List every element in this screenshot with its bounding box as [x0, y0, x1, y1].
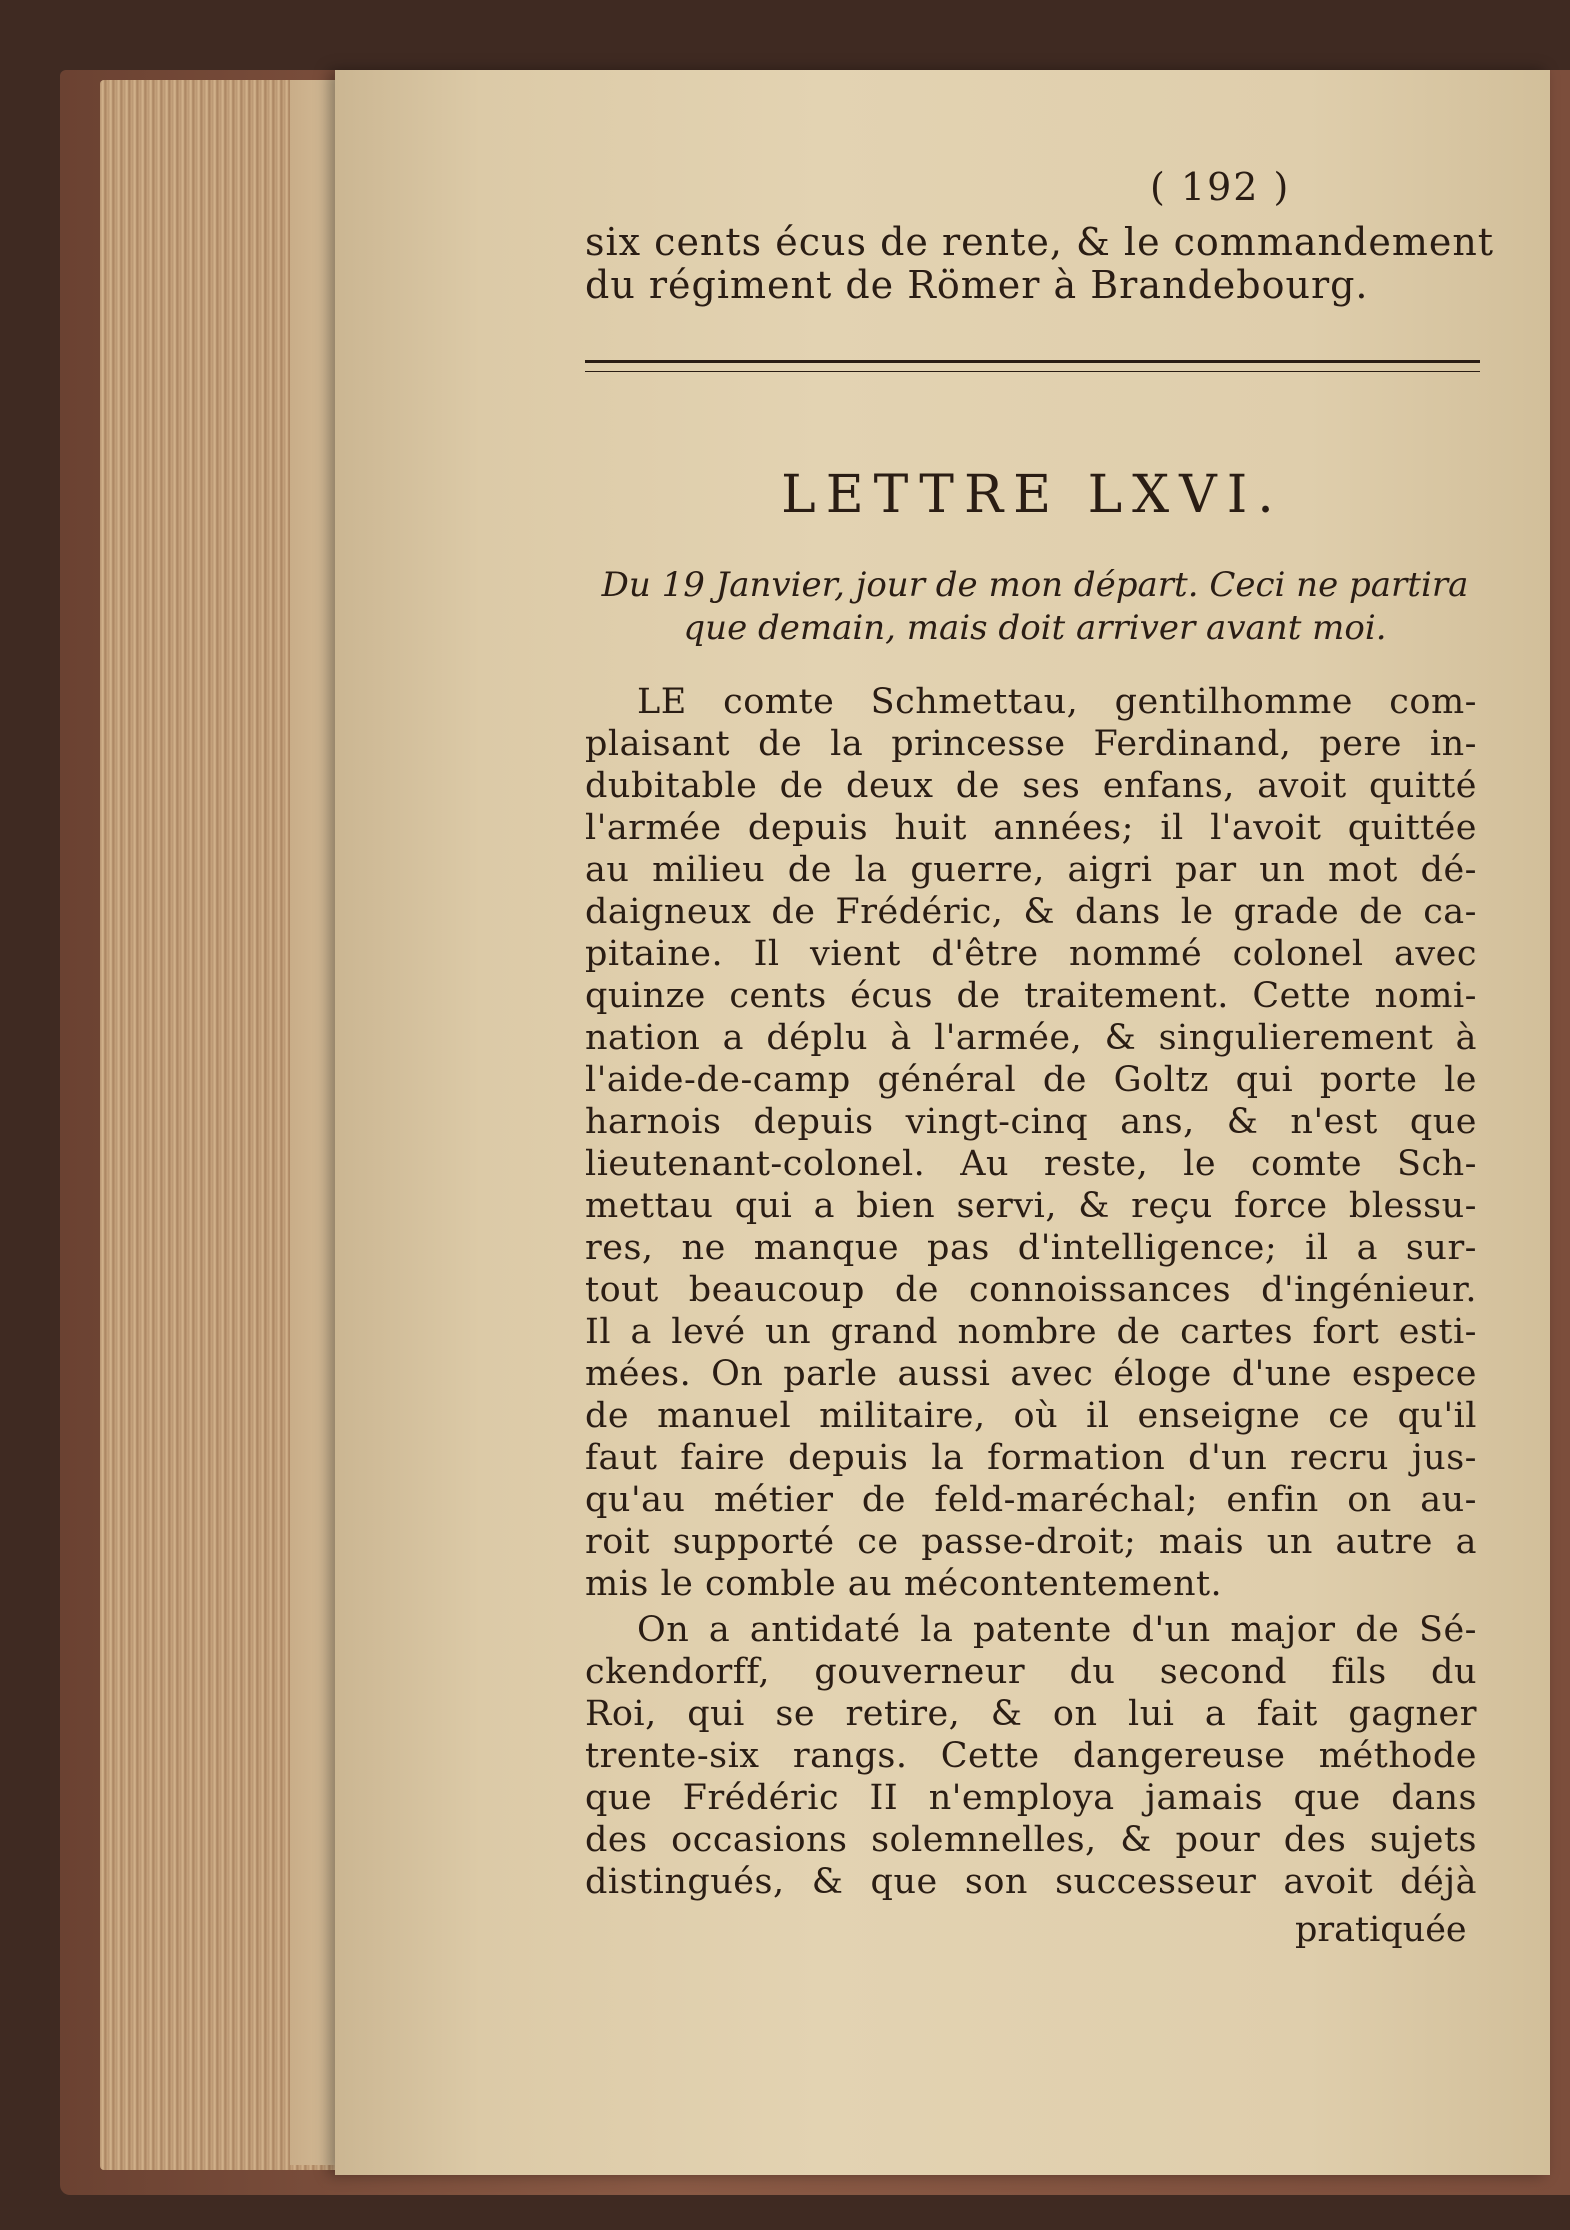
text-line: lieutenant-colonel. Au reste, le comte Sch-: [585, 1144, 1477, 1184]
text-line: res, ne manque pas d'intelligence; il a sur-: [585, 1228, 1477, 1268]
text-line: ckendorff, gouverneur du second fils du: [585, 1652, 1477, 1692]
text-line: faut faire depuis la formation d'un recru jus-: [585, 1438, 1477, 1478]
text-line: nation a déplu à l'armée, & singulierement à: [585, 1018, 1477, 1058]
text-line: roit supporté ce passe-droit; mais un autre a: [585, 1522, 1477, 1562]
text-line: qu'au métier de feld-maréchal; enfin on au-: [585, 1480, 1477, 1520]
text-line: mées. On parle aussi avec éloge d'une espece: [585, 1354, 1477, 1394]
text-line: plaisant de la princesse Ferdinand, pere in-: [585, 724, 1477, 764]
catchword: pratiquée: [1295, 1910, 1467, 1950]
text-line: Il a levé un grand nombre de cartes fort esti-: [585, 1312, 1477, 1352]
text-line: l'aide-de-camp général de Goltz qui porte le: [585, 1060, 1477, 1100]
separator-rule: [585, 360, 1480, 372]
text-line: daigneux de Frédéric, & dans le grade de ca-: [585, 892, 1477, 932]
text-line: tout beaucoup de connoissances d'ingénieur.: [585, 1270, 1477, 1310]
text-line: Roi, qui se retire, & on lui a fait gagner: [585, 1694, 1477, 1734]
text-line: LE comte Schmettau, gentilhomme com-: [637, 682, 1477, 722]
text-line: de manuel militaire, où il enseigne ce qu'il: [585, 1396, 1477, 1436]
text-line: l'armée depuis huit années; il l'avoit quittée: [585, 808, 1477, 848]
text-line: trente-six rangs. Cette dangereuse méthode: [585, 1736, 1477, 1776]
text-line: mis le comble au mécontentement.: [585, 1564, 1223, 1604]
running-line: du régiment de Römer à Brandebourg.: [585, 263, 1369, 307]
text-line: harnois depuis vingt-cinq ans, & n'est que: [585, 1102, 1477, 1142]
running-line: six cents écus de rente, & le commandement: [585, 220, 1495, 264]
dateline: que demain, mais doit arriver avant moi.: [683, 608, 1387, 648]
text-line: mettau qui a bien servi, & reçu force blessu-: [585, 1186, 1477, 1226]
dateline: Du 19 Janvier, jour de mon départ. Ceci ne partira: [601, 565, 1469, 605]
text-line: quinze cents écus de traitement. Cette nomi-: [585, 976, 1477, 1016]
text-line: que Frédéric II n'employa jamais que dans: [585, 1778, 1477, 1818]
page-number: ( 192 ): [1150, 165, 1291, 209]
text-line: dubitable de deux de ses enfans, avoit quitté: [585, 766, 1477, 806]
book-page: [335, 70, 1550, 2175]
text-line: pitaine. Il vient d'être nommé colonel avec: [585, 934, 1477, 974]
text-line: des occasions solemnelles, & pour des sujets: [585, 1820, 1477, 1860]
text-line: On a antidaté la patente d'un major de Sé-: [637, 1610, 1477, 1650]
text-line: au milieu de la guerre, aigri par un mot dé-: [585, 850, 1477, 890]
letter-heading: LETTRE LXVI.: [781, 465, 1284, 525]
text-line: distingués, & que son successeur avoit déjà: [585, 1862, 1477, 1902]
